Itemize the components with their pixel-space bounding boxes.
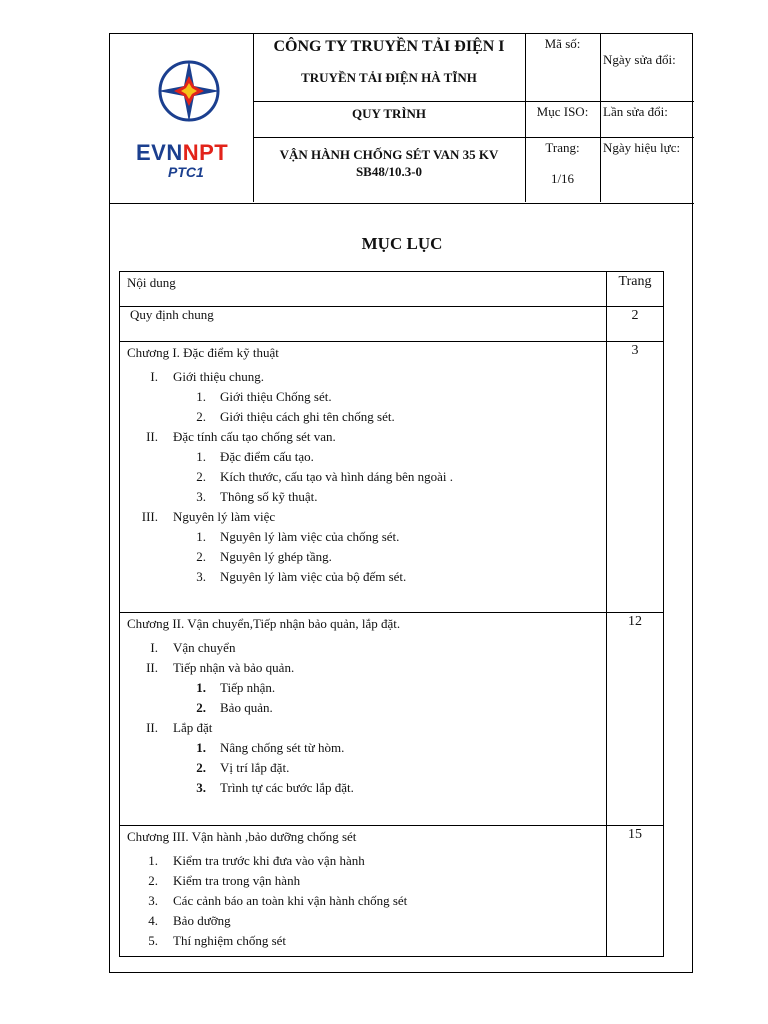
ma-so-label: Mã số: [544, 36, 581, 51]
toc-row-chapter-2 [120, 613, 664, 826]
list-item: 5. Thí nghiệm chống sét [148, 933, 287, 948]
toc-row-general [120, 307, 664, 342]
list-item: I. Vận chuyển [150, 640, 236, 655]
list-item: 2. Kiểm tra trong vận hành [148, 873, 301, 888]
muc-iso-label: Mục ISO: [536, 104, 589, 119]
toc-general-label: Quy định chung [130, 307, 214, 322]
list-item: 1. Tiếp nhận. [196, 680, 276, 695]
list-item: 1. Đặc điểm cấu tạo. [196, 449, 314, 464]
ngay-sua-doi-label: Ngày sửa đổi: [603, 52, 676, 67]
list-item: II. Lắp đặt [146, 720, 213, 735]
list-item: 3. Thông số kỹ thuật. [196, 489, 318, 504]
col-page-header: Trang [618, 274, 652, 289]
list-item: 1. Giới thiệu Chống sét. [196, 389, 332, 404]
list-item: II. Tiếp nhận và bảo quản. [146, 660, 295, 675]
chapter-1-page: 3 [631, 343, 639, 358]
chapter-2-page: 12 [628, 614, 642, 629]
list-item: 2. Giới thiệu cách ghi tên chống sét. [196, 409, 395, 424]
logo-wordmark: EVNNPT [136, 140, 229, 165]
list-item: 2. Kích thước, cấu tạo và hình dáng bên ngoài . [196, 469, 454, 484]
trang-value: 1/16 [550, 171, 575, 186]
list-item: 3. Các cảnh báo an toàn khi vận hành chống sét [148, 893, 408, 908]
trang-label: Trang: [545, 140, 580, 155]
ngay-hieu-luc-label: Ngày hiệu lực: [603, 140, 681, 155]
list-item: II. Đặc tính cấu tạo chống sét van. [146, 429, 336, 444]
toc-header-row [120, 272, 664, 307]
list-item: 2. Vị trí lắp đặt. [196, 760, 290, 775]
toc-title: MỤC LỤC [361, 234, 443, 253]
toc-row-chapter-1 [120, 342, 664, 613]
chapter-3-page: 15 [628, 827, 642, 842]
document-header [110, 34, 694, 204]
list-item: 3. Nguyên lý làm việc của bộ đếm sét. [196, 569, 407, 584]
document-page [109, 33, 693, 973]
list-item: 2. Nguyên lý ghép tầng. [196, 549, 332, 564]
logo-ptc1: PTC1 [168, 164, 204, 180]
col-content-header: Nội dung [127, 275, 176, 290]
toc-table [119, 271, 664, 957]
document-title: VẬN HÀNH CHỐNG SÉT VAN 35 KV [279, 147, 499, 162]
chapter-1-label: Chương I. Đặc điểm kỹ thuật [127, 345, 279, 360]
toc-general-page: 2 [631, 308, 639, 323]
chapter-2-label: Chương II. Vận chuyển,Tiếp nhận bảo quản, lắp đặt. [127, 616, 401, 631]
list-item: 1. Nâng chống sét từ hòm. [196, 740, 345, 755]
chapter-3-label: Chương III. Vận hành ,bảo dưỡng chống sét [127, 829, 357, 844]
evnnpt-logo [132, 52, 242, 182]
list-item: I. Giới thiệu chung. [150, 369, 264, 384]
list-item: 1. Nguyên lý làm việc của chống sét. [196, 529, 400, 544]
list-item: 1. Kiểm tra trước khi đưa vào vận hành [148, 853, 365, 868]
list-item: 2. Bảo quản. [196, 700, 273, 715]
toc-row-chapter-3 [120, 826, 664, 957]
list-item: 3. Trình tự các bước lắp đặt. [196, 780, 354, 795]
star-emblem-icon [154, 56, 224, 126]
company-name: CÔNG TY TRUYỀN TẢI ĐIỆN I [273, 38, 505, 55]
document-code: SB48/10.3-0 [355, 164, 423, 179]
list-item: III. Nguyên lý làm việc [141, 509, 276, 524]
lan-sua-doi-label: Lần sửa đổi: [603, 104, 668, 119]
document-type: QUY TRÌNH [351, 106, 427, 121]
branch-name: TRUYỀN TẢI ĐIỆN HÀ TĨNH [301, 70, 477, 85]
list-item: 4. Bảo dưỡng [148, 913, 231, 928]
